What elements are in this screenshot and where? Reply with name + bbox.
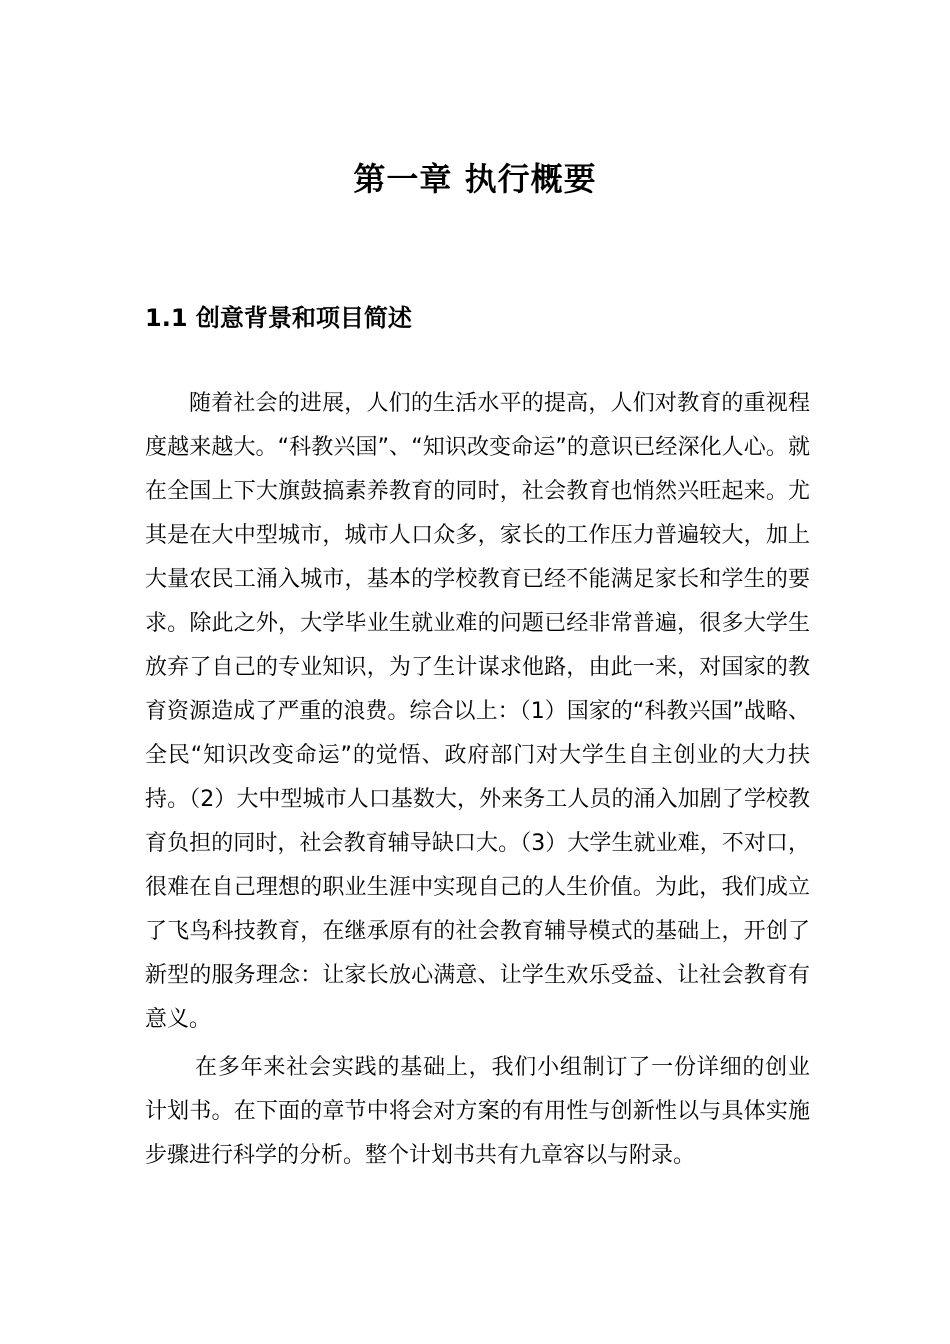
chapter-title: 第一章 执行概要 [353,160,597,198]
body-paragraph-1: 随着社会的进展，人们的生活水平的提高，人们对教育的重视程度越来越大。“科教兴国”、“知识改变命运”的意识已经深化人心。就在全国上下大旗鼓搞素养教育的同时，社会教育也悄然兴旺起来。尤其是在大中型城市，城市人口众多，家长的工作压力普遍较大，加上大量农民工涌入城市，基本的学校教育已经不能满足家长和学生的要求。除此之外，大学毕业生就业难的问题已经非常普遍，很多大学生放弃了自己的专业知识，为了生计谋求他路，由此一来，对国家的教育资源造成了严重的浪费。综合以上：（1）国家的“科教兴国”战略、全民“知识改变命运”的觉悟、政府部门对大学生自主创业的大力扶持。（2）大中型城市人口基数大，外来务工人员的涌入加剧了学校教育负担的同时，社会教育辅导缺口大。（3）大学生就业难，不对口，很难在自己理想的职业生涯中实现自己的人生价值。为此，我们成立了飞鸟科技教育，在继承原有的社会教育辅导模式的基础上，开创了新型的服务理念：让家长放心满意、让学生欢乐受益、让社会教育有意义。 [145,391,810,1032]
body-paragraph-2: 在多年来社会实践的基础上，我们小组制订了一份详细的创业计划书。在下面的章节中将会对方案的有用性与创新性以与具体实施步骤进行科学的分析。整个计划书共有九章容以与附录。 [145,1055,810,1168]
section-heading: 1.1 创意背景和项目简述 [145,304,412,332]
